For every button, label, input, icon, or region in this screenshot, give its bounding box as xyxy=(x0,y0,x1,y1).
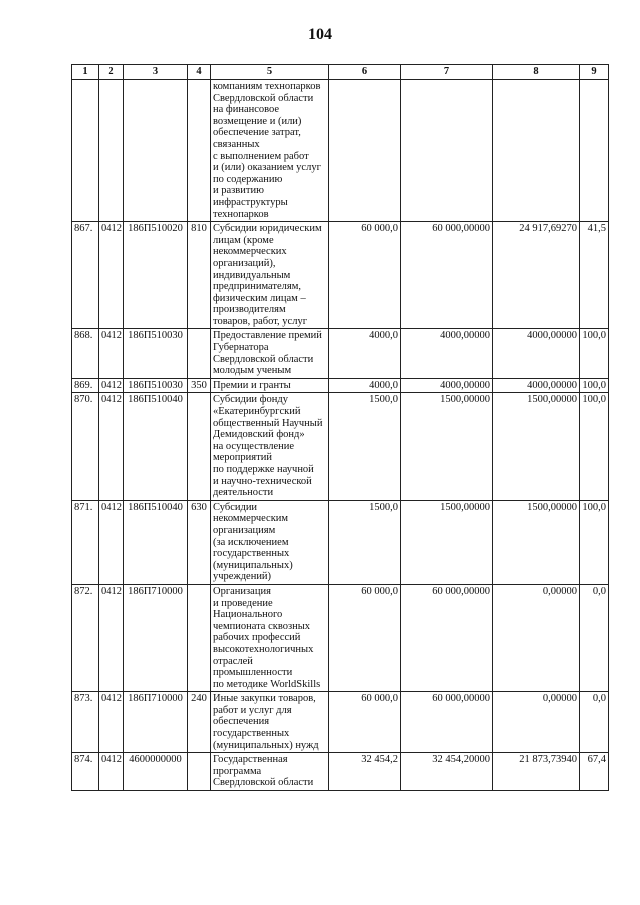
execution-percent: 100,0 xyxy=(580,329,609,378)
target-code: 186П710000 xyxy=(124,584,188,691)
executed-amount: 0,00000 xyxy=(493,692,580,753)
table-body xyxy=(72,80,609,791)
item-name: Иные закупки товаров, работ и услуг для обеспечения государственных (муниципальных) нужд xyxy=(211,692,329,753)
table-row xyxy=(72,500,609,584)
row-number: 869. xyxy=(72,378,99,393)
approved-amount: 1500,00000 xyxy=(401,500,493,584)
plan-amount xyxy=(329,80,401,222)
table-row xyxy=(72,692,609,753)
column-header-2: 2 xyxy=(99,65,124,80)
execution-percent: 100,0 xyxy=(580,393,609,500)
row-number xyxy=(72,80,99,222)
item-name: Предоставление премий Губернатора Свердловской области молодым ученым xyxy=(211,329,329,378)
column-header-8: 8 xyxy=(493,65,580,80)
item-name: Субсидии юридическим лицам (кроме некоммерческих организаций), индивидуальным предпринимателям, физическим лицам – производителям товаров, работ, услуг xyxy=(211,222,329,329)
expense-type: 810 xyxy=(188,222,211,329)
approved-amount: 60 000,00000 xyxy=(401,222,493,329)
table-row xyxy=(72,393,609,500)
page-number: 104 xyxy=(308,26,332,43)
target-code: 186П510040 xyxy=(124,393,188,500)
executed-amount: 4000,00000 xyxy=(493,378,580,393)
plan-amount: 32 454,2 xyxy=(329,753,401,791)
execution-percent: 0,0 xyxy=(580,692,609,753)
execution-percent: 41,5 xyxy=(580,222,609,329)
section-code: 0412 xyxy=(99,329,124,378)
executed-amount: 1500,00000 xyxy=(493,393,580,500)
plan-amount: 60 000,0 xyxy=(329,692,401,753)
approved-amount xyxy=(401,80,493,222)
section-code: 0412 xyxy=(99,393,124,500)
row-number: 868. xyxy=(72,329,99,378)
section-code xyxy=(99,80,124,222)
execution-percent: 100,0 xyxy=(580,500,609,584)
column-header-6: 6 xyxy=(329,65,401,80)
item-name: Государственная программа Свердловской области xyxy=(211,753,329,791)
item-name: Организация и проведение Национального чемпионата сквозных рабочих профессий высокотехнологичных отраслей промышленности по методике WorldSkills xyxy=(211,584,329,691)
target-code: 186П510030 xyxy=(124,378,188,393)
target-code xyxy=(124,80,188,222)
executed-amount: 4000,00000 xyxy=(493,329,580,378)
table-row xyxy=(72,378,609,393)
row-number: 867. xyxy=(72,222,99,329)
target-code: 4600000000 xyxy=(124,753,188,791)
executed-amount: 21 873,73940 xyxy=(493,753,580,791)
approved-amount: 1500,00000 xyxy=(401,393,493,500)
table-row xyxy=(72,329,609,378)
table-header-row xyxy=(72,65,609,80)
approved-amount: 4000,00000 xyxy=(401,329,493,378)
expense-type xyxy=(188,393,211,500)
executed-amount: 1500,00000 xyxy=(493,500,580,584)
approved-amount: 32 454,20000 xyxy=(401,753,493,791)
plan-amount: 1500,0 xyxy=(329,500,401,584)
row-number: 874. xyxy=(72,753,99,791)
expense-type: 350 xyxy=(188,378,211,393)
plan-amount: 60 000,0 xyxy=(329,584,401,691)
table-row xyxy=(72,80,609,222)
item-name: Субсидии некоммерческим организациям (за исключением государственных (муниципальных) учреждений) xyxy=(211,500,329,584)
table-row xyxy=(72,584,609,691)
item-name: Субсидии фонду «Екатеринбургский общественный Научный Демидовский фонд» на осуществление мероприятий по поддержке научной и научно-технической деятельности xyxy=(211,393,329,500)
section-code: 0412 xyxy=(99,500,124,584)
executed-amount: 24 917,69270 xyxy=(493,222,580,329)
row-number: 870. xyxy=(72,393,99,500)
row-number: 871. xyxy=(72,500,99,584)
column-header-9: 9 xyxy=(580,65,609,80)
target-code: 186П510030 xyxy=(124,329,188,378)
expense-type xyxy=(188,753,211,791)
section-code: 0412 xyxy=(99,222,124,329)
expense-type xyxy=(188,584,211,691)
item-name: компаниям технопарков Свердловской области на финансовое возмещение и (или) обеспечение затрат, связанных с выполнением работ и (или) оказанием услуг по содержанию и развитию инфраструктуры технопарков xyxy=(211,80,329,222)
plan-amount: 4000,0 xyxy=(329,378,401,393)
target-code: 186П510040 xyxy=(124,500,188,584)
execution-percent: 0,0 xyxy=(580,584,609,691)
section-code: 0412 xyxy=(99,692,124,753)
expense-type: 630 xyxy=(188,500,211,584)
section-code: 0412 xyxy=(99,753,124,791)
column-header-4: 4 xyxy=(188,65,211,80)
approved-amount: 4000,00000 xyxy=(401,378,493,393)
column-header-7: 7 xyxy=(401,65,493,80)
expense-type: 240 xyxy=(188,692,211,753)
target-code: 186П510020 xyxy=(124,222,188,329)
column-header-5: 5 xyxy=(211,65,329,80)
row-number: 872. xyxy=(72,584,99,691)
column-header-3: 3 xyxy=(124,65,188,80)
executed-amount: 0,00000 xyxy=(493,584,580,691)
approved-amount: 60 000,00000 xyxy=(401,692,493,753)
execution-percent: 67,4 xyxy=(580,753,609,791)
target-code: 186П710000 xyxy=(124,692,188,753)
plan-amount: 1500,0 xyxy=(329,393,401,500)
table-row xyxy=(72,753,609,791)
executed-amount xyxy=(493,80,580,222)
plan-amount: 60 000,0 xyxy=(329,222,401,329)
execution-percent xyxy=(580,80,609,222)
section-code: 0412 xyxy=(99,584,124,691)
item-name: Премии и гранты xyxy=(211,378,329,393)
approved-amount: 60 000,00000 xyxy=(401,584,493,691)
row-number: 873. xyxy=(72,692,99,753)
table-row xyxy=(72,222,609,329)
budget-table xyxy=(71,64,609,791)
column-header-1: 1 xyxy=(72,65,99,80)
expense-type xyxy=(188,80,211,222)
section-code: 0412 xyxy=(99,378,124,393)
plan-amount: 4000,0 xyxy=(329,329,401,378)
expense-type xyxy=(188,329,211,378)
execution-percent: 100,0 xyxy=(580,378,609,393)
